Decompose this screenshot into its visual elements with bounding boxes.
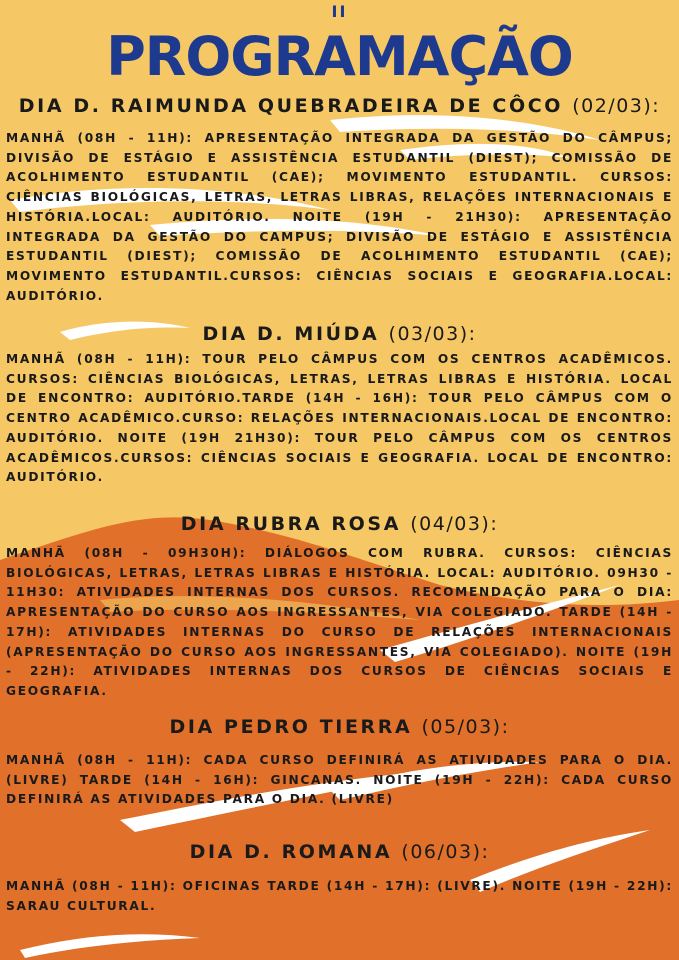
page-title: PROGRAMAÇÃO [106, 25, 573, 88]
day-name: DIA D. ROMANA [189, 841, 393, 863]
day-name: DIA D. MIÚDA [202, 323, 380, 345]
day-description-1: MANHÃ (08H - 11H): APRESENTAÇÃO INTEGRADA DA GESTÃO DO CÂMPUS; DIVISÃO DE ESTÁGIO E ASSISTÊNCIA ESTUDANTIL (DIEST); COMISSÃO DE ACOLHIMENTO ESTUDANTIL (CAE); MOVIMENTO ESTUDANTIL. CURSOS: CIÊNCIAS BIOLÓGICAS, LETRAS, LETRAS LIBRAS, RELAÇÕES INTERNACIONAIS E HISTÓRIA.LOCAL: AUDITÓRIO. NOITE (19H - 21H30): APRESENTAÇÃO INTEGRADA DA GESTÃO DO CAMPUS; DIVISÃO DE ESTÁGIO E ASSISTÊNCIA ESTUDANTIL (DIEST); COMISSÃO DE ACOLHIMENTO ESTUDANTIL (CAE); MOVIMENTO ESTUDANTIL.CURSOS: CIÊNCIAS SOCIAIS E GEOGRAFIA.LOCAL: AUDITÓRIO. [6, 131, 673, 303]
day-date: (04/03): [410, 513, 499, 535]
day-title-3 [0, 511, 679, 537]
day-title-5 [0, 839, 679, 865]
day-description-4: MANHÃ (08H - 11H): CADA CURSO DEFINIRÁ AS ATIVIDADES PARA O DIA. (LIVRE) TARDE (14H - 16H): GINCANAS. NOITE (19H - 22H): CADA CURSO DEFINIRÁ AS ATIVIDADES PARA O DIA. (LIVRE) [6, 753, 673, 807]
day-title-2 [0, 321, 679, 347]
day-title-4 [0, 714, 679, 740]
day-date: (05/03): [421, 716, 510, 738]
day-description-2: MANHÃ (08H - 11H): TOUR PELO CÂMPUS COM OS CENTROS ACADÊMICOS. CURSOS: CIÊNCIAS BIOLÓGICAS, LETRAS, LETRAS LIBRAS E HISTÓRIA. LOCAL DE ENCONTRO: AUDITÓRIO.TARDE (14H - 16H): TOUR PELO CÂMPUS COM O CENTRO ACADÊMICO.CURSO: RELAÇÕES INTERNACIONAIS.LOCAL DE ENCONTRO: AUDITÓRIO. NOITE (19H 21H30): TOUR PELO CÂMPUS COM OS CENTROS ACADÊMICOS.CURSOS: CIÊNCIAS SOCIAIS E GEOGRAFIA. LOCAL DE ENCONTRO: AUDITÓRIO. [6, 352, 673, 485]
day-date: (06/03): [401, 841, 490, 863]
section-numeral: II [331, 2, 348, 21]
day-date: (03/03): [388, 323, 477, 345]
day-name: DIA D. RAIMUNDA QUEBRADEIRA DE CÔCO [18, 95, 563, 117]
day-name: DIA RUBRA ROSA [180, 513, 402, 535]
day-description-5: MANHÃ (08H - 11H): OFICINAS TARDE (14H - 17H): (LIVRE). NOITE (19H - 22H): SARAU CULTURAL. [6, 879, 673, 913]
day-name: DIA PEDRO TIERRA [169, 716, 413, 738]
day-date: (02/03): [572, 95, 661, 117]
day-description-3: MANHÃ (08H - 09H30H): DIÁLOGOS COM RUBRA. CURSOS: CIÊNCIAS BIOLÓGICAS, LETRAS, LETRAS LIBRAS E HISTÓRIA. LOCAL: AUDITÓRIO. 09H30 - 11H30: ATIVIDADES INTERNAS DOS CURSOS. RECOMENDAÇÃO PARA O DIA: APRESENTAÇÃO DO CURSO AOS INGRESSANTES, VIA COLEGIADO. TARDE (14H - 17H): ATIVIDADES INTERNAS DO CURSO DE RELAÇÕES INTERNACIONAIS (APRESENTAÇÃO DO CURSO AOS INGRESSANTES, VIA COLEGIADO). NOITE (19H - 22H): ATIVIDADES INTERNAS DOS CURSOS DE CIÊNCIAS SOCIAIS E GEOGRAFIA. [6, 546, 673, 698]
day-title-1 [0, 93, 679, 119]
